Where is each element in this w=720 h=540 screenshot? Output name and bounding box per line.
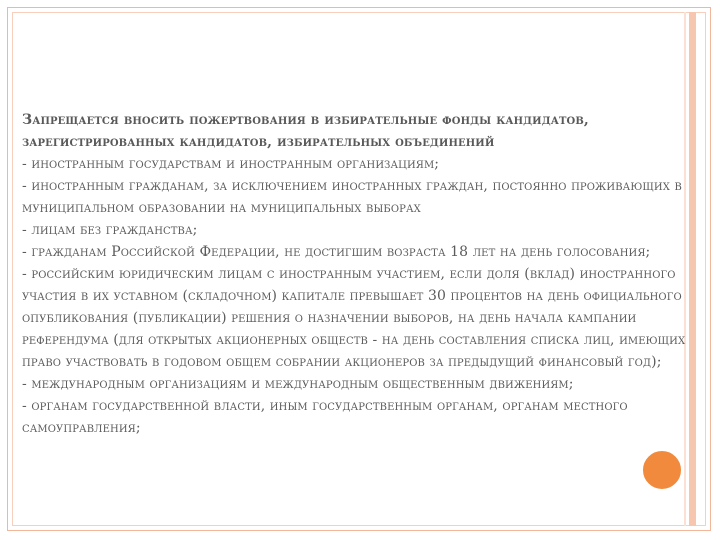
slide-heading: Запрещается вносить пожертвования в избирательные фонды кандидатов, зарегистрированных кандидатов, избирательных объединений [22, 112, 589, 150]
list-item: - иностранным гражданам, за исключением иностранных граждан, постоянно проживающих в муниципальном образовании на муниципальных выборах [22, 178, 682, 216]
list-item: - гражданам Российской Федерации, не достигшим возраста 18 лет на день голосования; [22, 244, 651, 260]
list-item: - органам государственной власти, иным государственным органам, органам местного самоуправления; [22, 398, 628, 436]
list-item: - российским юридическим лицам с иностранным участием, если доля (вклад) иностранного участия в их уставном (складочном) капитале превышает 30 процентов на день официального опубликования (публикации) решения о назначении выборов, на день начала кампании референдума (для открытых акционерных обществ - на день составления списка лиц, имеющих право участвовать в годовом общем собрании акционеров за предыдущий финансовый год); [22, 266, 686, 370]
list-item: - иностранным государствам и иностранным организациям; [22, 156, 440, 172]
decorative-circle [640, 448, 684, 492]
list-item: - лицам без гражданства; [22, 222, 198, 238]
slide-body [22, 109, 694, 439]
list-item: - международным организациям и международным общественным движениям; [22, 376, 574, 392]
